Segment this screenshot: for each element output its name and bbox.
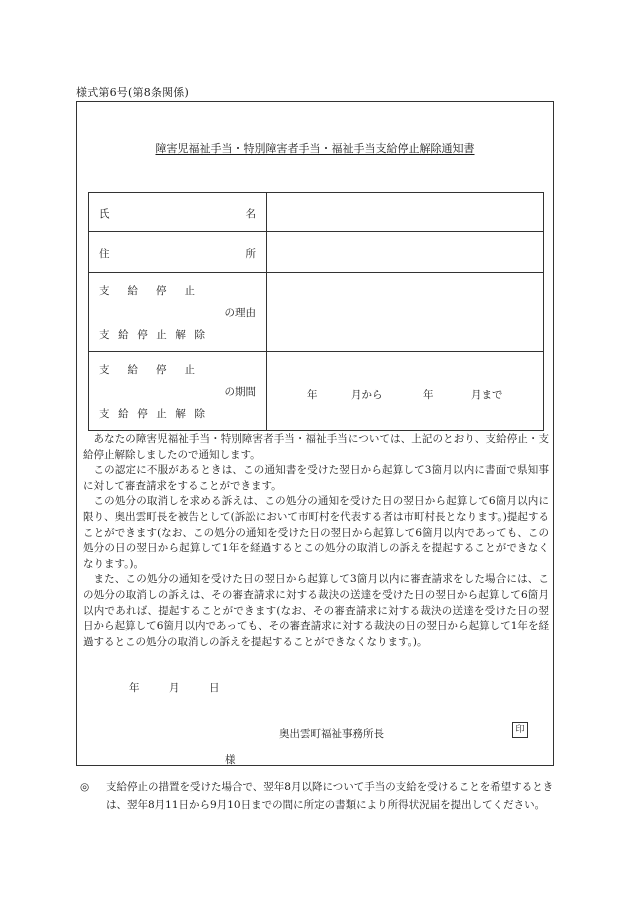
name-label-cell: [89, 193, 267, 232]
period-char: 停: [156, 364, 167, 376]
address-value-cell: [267, 232, 544, 273]
note-text: 支給停止の措置を受けた場合で、翌年8月以降について手当の支給を受けることを希望するときは、翌年8月11日から9月10日までの間に所定の書類により所得状況届を提出してください。: [106, 781, 554, 811]
period-char: 解: [175, 408, 186, 420]
reason-line1: [99, 283, 195, 298]
date-year: 年: [129, 682, 140, 694]
reason-char: 除: [194, 329, 205, 341]
date-day: 日: [209, 682, 220, 694]
document-title: [77, 140, 553, 156]
period-year-from: 年: [307, 389, 318, 401]
notice-frame: [76, 101, 554, 766]
period-char: 給: [127, 364, 138, 376]
body-paragraph: あなたの障害児福祉手当・特別障害者手当・福祉手当については、上記のとおり、支給停止・支給停止解除しましたので通知します。: [83, 433, 549, 461]
table-row-reason: [89, 273, 544, 352]
reason-char: 支: [99, 329, 110, 341]
period-char: 止: [156, 408, 167, 420]
period-value-cell: [267, 352, 544, 431]
notice-body: [83, 432, 549, 650]
footnote: [80, 778, 558, 814]
period-range: [307, 387, 527, 402]
period-month-to: 月まで: [471, 389, 503, 401]
title-text: 障害児福祉手当・特別障害者手当・福祉手当支給停止解除通知書: [155, 142, 475, 155]
issue-date: [129, 680, 220, 695]
name-label-left: 氏: [99, 208, 110, 220]
period-char: 停: [137, 408, 148, 420]
period-month-from: 月から: [351, 389, 383, 401]
seal-stamp: 印: [512, 722, 528, 738]
reason-label-cell: [89, 273, 267, 352]
reason-line3: [99, 327, 205, 342]
period-char: 支: [99, 364, 110, 376]
table-row-name: [89, 193, 544, 232]
reason-char: 支: [99, 285, 110, 297]
period-char: 支: [99, 408, 110, 420]
period-char: 止: [184, 364, 195, 376]
issuer-name: 奥出雲町福祉事務所長: [279, 728, 384, 740]
body-paragraph: また、この処分の通知を受けた日の翌日から起算して3箇月以内に審査請求をした場合には、この処分の取消しの訴えは、その審査請求に対する裁決の送達を受けた日の翌日から起算して6箇月以内であれば、提起することができます(なお、その審査請求に対する裁決の送達を受けた日の翌日から起算して6箇月以内であっても、その審査請求に対する裁決の日の翌日から起算して1年を経過するとこの処分の取消しの訴えを提起することができなくなります。)。: [83, 573, 549, 648]
period-line3: [99, 406, 205, 421]
reason-char: 停: [156, 285, 167, 297]
body-paragraph: この認定に不服があるときは、この通知書を受けた翌日から起算して3箇月以内に書面で県知事に対して審査請求をすることができます。: [83, 464, 549, 492]
reason-suffix: の理由: [224, 307, 256, 319]
reason-char: 停: [137, 329, 148, 341]
form-number: 様式第6号(第8条関係): [76, 86, 189, 99]
name-label-right: 名: [245, 208, 256, 220]
addressee-suffix: 様: [225, 754, 236, 766]
reason-char: 止: [184, 285, 195, 297]
date-month: 月: [169, 682, 180, 694]
reason-char: 解: [175, 329, 186, 341]
period-line1: [99, 362, 195, 377]
address-label-cell: [89, 232, 267, 273]
recipient-info-table: [88, 192, 544, 431]
address-label-right: 所: [245, 248, 256, 260]
name-value-cell: [267, 193, 544, 232]
table-row-address: [89, 232, 544, 273]
address-label-left: 住: [99, 248, 110, 260]
reason-char: 給: [127, 285, 138, 297]
period-char: 除: [194, 408, 205, 420]
reason-value-cell: [267, 273, 544, 352]
reason-char: 給: [118, 329, 129, 341]
table-row-period: [89, 352, 544, 431]
note-mark-icon: ◎: [80, 781, 90, 793]
period-label-cell: [89, 352, 267, 431]
reason-char: 止: [156, 329, 167, 341]
period-year-to: 年: [423, 389, 434, 401]
period-char: 給: [118, 408, 129, 420]
body-paragraph: この処分の取消しを求める訴えは、この処分の通知を受けた日の翌日から起算して6箇月以内に限り、奥出雲町長を被告として(訴訟において市町村を代表する者は市町村長となります。)提起することができます(なお、この処分の通知を受けた日の翌日から起算して6箇月以内であっても、この処分の日の翌日から起算して1年を経過するとこの処分の取消しの訴えを提起することができなくなります。)。: [83, 495, 549, 570]
period-suffix: の期間: [224, 386, 256, 398]
